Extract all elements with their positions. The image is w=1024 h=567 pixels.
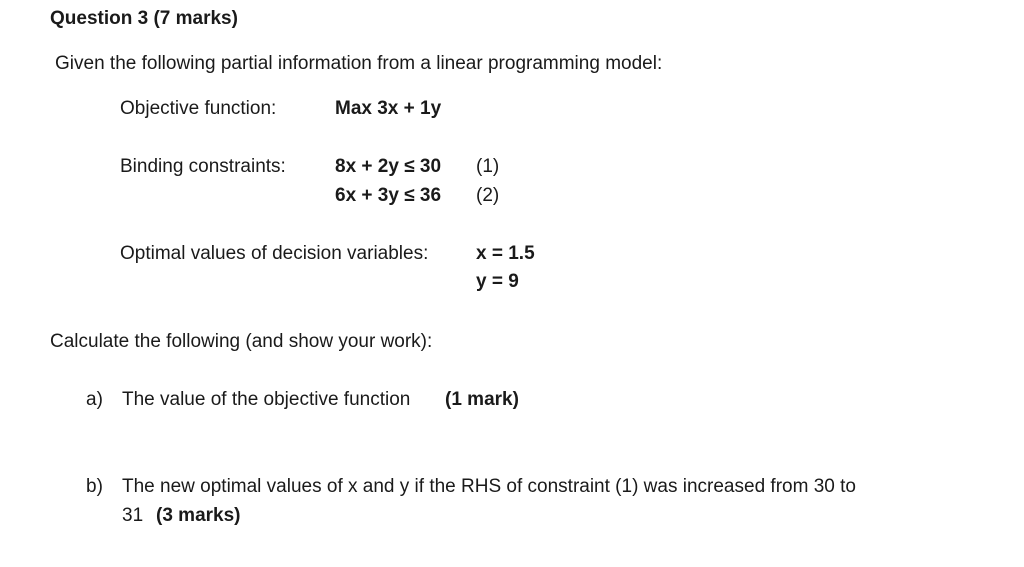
constraint-1-number: (1) [476, 156, 500, 177]
constraint-1-expression: 8x + 2y ≤ 30 [335, 156, 442, 177]
constraint-2-number: (2) [476, 185, 500, 206]
part-b-letter: b) [86, 476, 103, 497]
constraint-2-expression: 6x + 3y ≤ 36 [335, 185, 442, 206]
objective-label: Objective function: [120, 98, 277, 119]
question-intro: Given the following partial information from a linear programming model: [55, 53, 663, 74]
part-a-text: The value of the objective function [122, 389, 411, 410]
part-a-marks: (1 mark) [445, 389, 519, 410]
optimal-y-value: y = 9 [476, 271, 519, 292]
optimal-x-value: x = 1.5 [476, 243, 535, 264]
calculate-instruction: Calculate the following (and show your work): [50, 331, 433, 352]
part-b-text-line2: 31 [122, 505, 144, 526]
optimal-values-label: Optimal values of decision variables: [120, 243, 429, 264]
objective-value: Max 3x + 1y [335, 98, 442, 119]
question-title: Question 3 (7 marks) [50, 8, 238, 29]
part-b-text-line1: The new optimal values of x and y if the RHS of constraint (1) was increased from 30 to [122, 476, 856, 497]
constraints-label: Binding constraints: [120, 156, 286, 177]
part-b-marks: (3 marks) [156, 505, 241, 526]
part-a-letter: a) [86, 389, 103, 410]
